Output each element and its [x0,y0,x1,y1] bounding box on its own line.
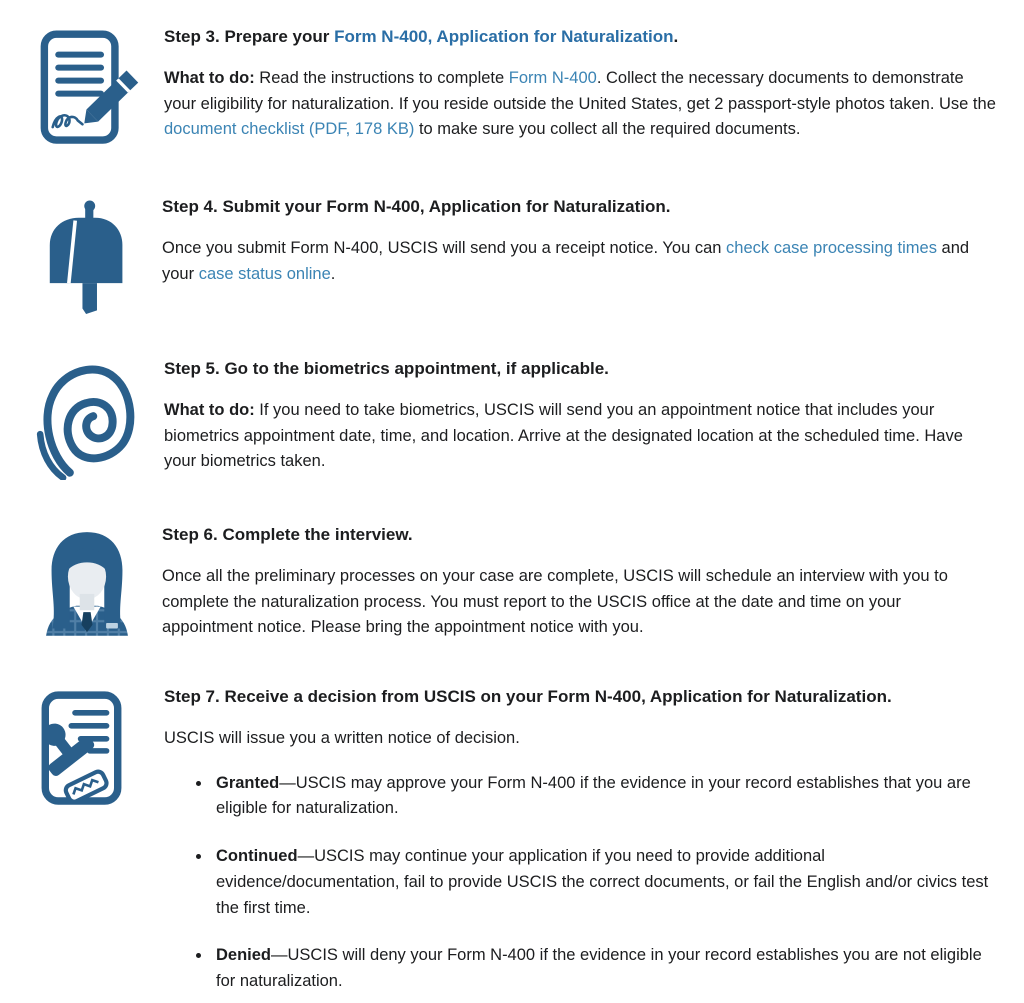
decision-denied-item: • Denied—USCIS will deny your Form N-400 if the evidence in your record establishes you are not eligible for naturalization. [212,943,996,994]
step-5-body: What to do: If you need to take biometrics, USCIS will send you an appointment notice that includes your biometrics appointment date, time, and location. Arrive at the designated location at the scheduled time. Have your biometrics taken. [164,400,963,471]
step-7-section [36,684,996,995]
form-n400-body-link[interactable]: Form N-400 [508,68,597,87]
stamped-decision-icon [36,684,140,812]
form-n400-heading-link[interactable]: Form N-400, Application for Naturalization [334,27,674,46]
what-to-do-label: What to do: [164,400,255,419]
mailbox-icon [36,194,138,314]
step-3-heading [164,26,996,49]
what-to-do-label: What to do: [164,68,255,87]
step-4-section [36,194,996,314]
step-4-heading: Step 4. Submit your Form N-400, Application for Naturalization. [162,197,671,216]
decision-continued-item: • Continued—USCIS may continue your application if you need to provide additional evidence/documentation, fail to provide USCIS the correct documents, or fail the English and/or civics test the first time. [212,844,996,921]
step-3-heading-text: Step 3. Prepare your [164,27,335,46]
case-status-online-link[interactable]: case status online [198,264,331,283]
decision-granted-item: • Granted—USCIS may approve your Form N-400 if the evidence in your record establishes that you are eligible for naturalization. [212,771,996,822]
decision-list [164,771,996,995]
step-3-body: What to do: Read the instructions to complete Form N-400. Collect the necessary documents to demonstrate your eligibility for naturalization. If you reside outside the United States, get 2 passport-style photos taken. Use the document checklist (PDF, 178 KB) to make sure you collect all the required documents. [164,68,996,139]
case-processing-times-link[interactable]: check case processing times [726,238,937,257]
step-3-section [36,24,996,152]
continued-label: Continued [216,847,298,866]
document-checklist-link[interactable]: document checklist (PDF, 178 KB) [164,120,415,139]
step-6-section [36,522,996,642]
fingerprint-icon [36,356,140,480]
denied-label: Denied [216,946,272,965]
step-6-body: Once all the preliminary processes on your case are complete, USCIS will schedule an interview with you to complete the naturalization process. You must report to the USCIS office at the date and time on your appointment notice. Please bring the appointment notice with you. [162,566,948,637]
step-5-section [36,356,996,480]
step-3-heading-period: . [673,27,679,46]
step-6-heading: Step 6. Complete the interview. [162,525,413,544]
signature-document-icon [36,24,140,152]
granted-label: Granted [216,773,280,792]
interview-person-icon [36,522,138,642]
step-5-heading: Step 5. Go to the biometrics appointment, if applicable. [164,359,609,378]
step-7-body: USCIS will issue you a written notice of decision. [164,728,520,747]
step-4-body: Once you submit Form N-400, USCIS will send you a receipt notice. You can check case processing times and your case status online. [162,238,970,283]
step-7-heading: Step 7. Receive a decision from USCIS on your Form N-400, Application for Naturalization. [164,687,892,706]
